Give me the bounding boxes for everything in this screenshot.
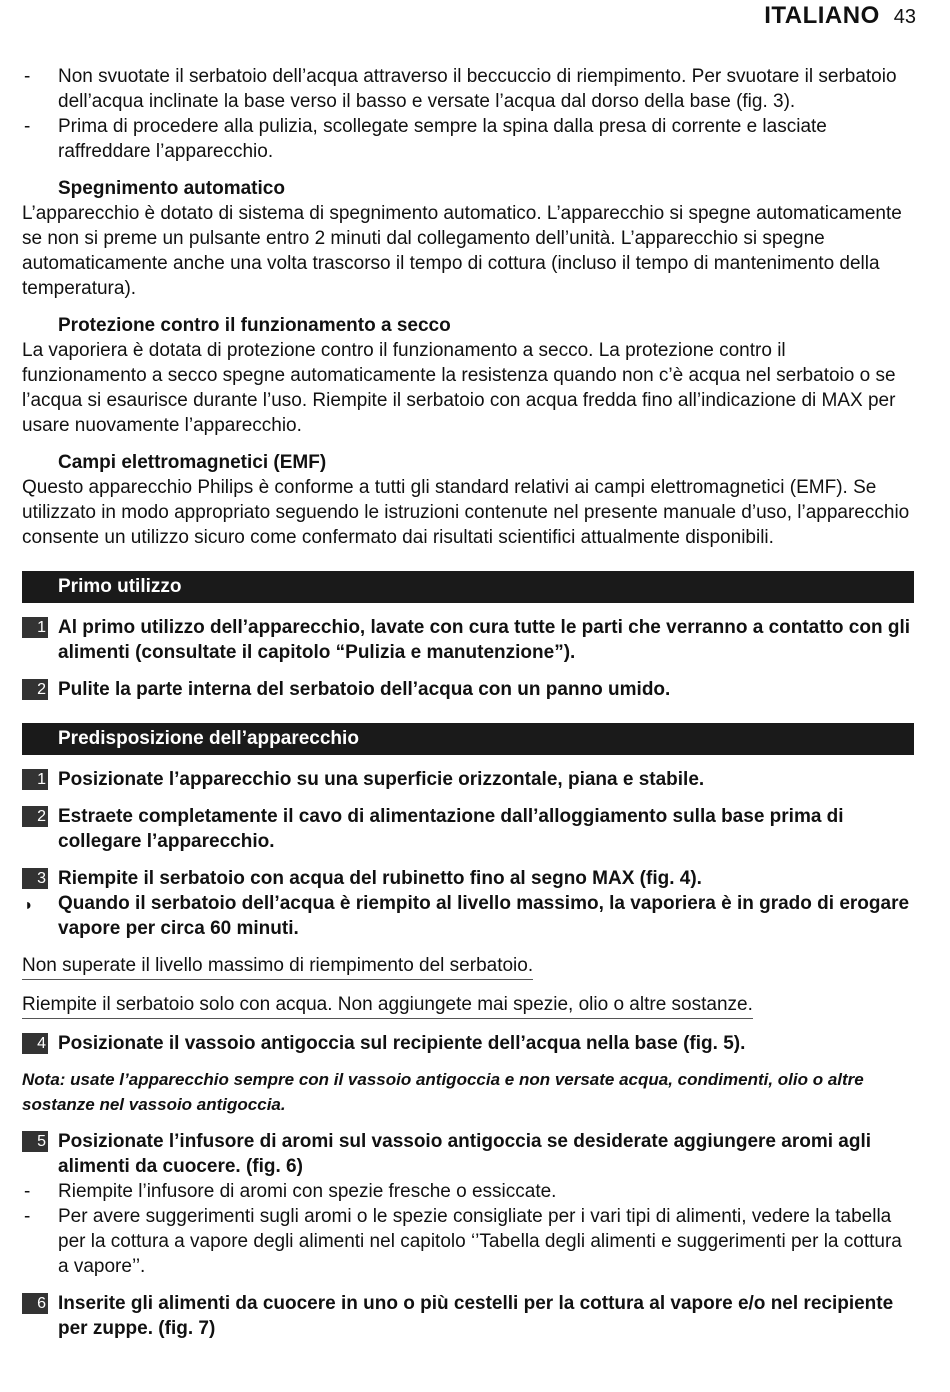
intro-bullet: - Prima di procedere alla pulizia, scollegate sempre la spina dalla presa di corrente e lasciate raffreddare l’apparecchio. <box>24 116 827 162</box>
warning-max-level: Non superate il livello massimo di riempimento del serbatoio. <box>22 953 533 980</box>
first-use-step: 2 Pulite la parte interna del serbatoio dell’acqua con un panno umido. <box>22 677 914 702</box>
language-label: ITALIANO <box>764 2 880 29</box>
step-number: 2 <box>22 679 48 700</box>
intro-bullet: - Non svuotate il serbatoio dell’acqua attraverso il beccuccio di riempimento. Per svuotare il serbatoio dell’acqua inclinate la base verso il basso e versate l’acqua dal dorso della base (fig. 3). <box>24 66 897 112</box>
section-setup: Predisposizione dell’apparecchio <box>22 723 914 755</box>
setup-step-3: 3 Riempite il serbatoio con acqua del rubinetto fino al segno MAX (fig. 4). <box>22 866 914 891</box>
page-content <box>22 64 914 1341</box>
step-number: 4 <box>22 1033 48 1054</box>
auto-off-heading: Spegnimento automatico <box>58 178 285 199</box>
step-5-bullet: - Per avere suggerimenti sugli aromi o le spezie consigliate per i vari tipi di alimenti, vedere la tabella per la cottura a vapore degli alimenti nel capitolo ‘’Tabella degli alimenti e suggerimenti per la cottura a vapore’’. <box>24 1206 902 1277</box>
step-number: 3 <box>22 868 48 889</box>
auto-off-text: L’apparecchio è dotato di sistema di spegnimento automatico. L’apparecchio si spegne automaticamente se non si preme un pulsante entro 2 minuti dal collegamento dell’unità. L’apparecchio si spegne automaticamente anche una volta trascorso il tempo di cottura (incluso il tempo di mantenimento della temperatura). <box>22 203 902 299</box>
setup-step-6: 6 Inserite gli alimenti da cuocere in uno o più cestelli per la cottura al vapore e/o nel recipiente per zuppe. (fig. 7) <box>22 1291 914 1341</box>
first-use-step: 1 Al primo utilizzo dell’apparecchio, lavate con cura tutte le parti che verranno a contatto con gli alimenti (consultate il capitolo “Pulizia e manutenzione”). <box>22 615 914 665</box>
setup-step-3-result: ◗ Quando il serbatoio dell’acqua è riempito al livello massimo, la vaporiera è in grado di erogare vapore per circa 60 minuti. <box>24 893 910 939</box>
page-header <box>764 2 916 30</box>
step-number: 1 <box>22 769 48 790</box>
step-number: 6 <box>22 1293 48 1314</box>
dry-protection-heading: Protezione contro il funzionamento a secco <box>58 315 451 336</box>
emf-text: Questo apparecchio Philips è conforme a tutti gli standard relativi ai campi elettromagnetici (EMF). Se utilizzato in modo appropriato seguendo le istruzioni contenute nel presente manuale d’uso, l’apparecchio consente un utilizzo sicuro come confermato dai risultati scientifici attualmente disponibili. <box>22 477 910 548</box>
setup-step-4: 4 Posizionate il vassoio antigoccia sul recipiente dell’acqua nella base (fig. 5). <box>22 1031 914 1056</box>
note-drip-tray: Nota: usate l’apparecchio sempre con il vassoio antigoccia e non versate acqua, condimenti, olio o altre sostanze nel vassoio antigoccia. <box>22 1070 864 1114</box>
step-5-bullet: - Riempite l’infusore di aromi con spezie fresche o essiccate. <box>24 1181 557 1202</box>
dry-protection-text: La vaporiera è dotata di protezione contro il funzionamento a secco. La protezione contro il funzionamento a secco spegne automaticamente la resistenza quando non c’è acqua nel serbatoio o se l’acqua si esaurisce durante l’uso. Riempite il serbatoio con acqua fredda fino all’indicazione di MAX per usare nuovamente l’apparecchio. <box>22 340 896 436</box>
step-number: 2 <box>22 806 48 827</box>
setup-step-5: 5 Posizionate l’infusore di aromi sul vassoio antigoccia se desiderate aggiungere aromi agli alimenti da cuocere. (fig. 6) <box>22 1129 914 1179</box>
page-number: 43 <box>893 6 916 28</box>
step-number: 1 <box>22 617 48 638</box>
result-marker-icon: ◗ <box>24 897 34 914</box>
setup-step-1: 1 Posizionate l’apparecchio su una superficie orizzontale, piana e stabile. <box>22 767 914 792</box>
warning-only-water: Riempite il serbatoio solo con acqua. Non aggiungete mai spezie, olio o altre sostanze. <box>22 992 753 1019</box>
step-number: 5 <box>22 1131 48 1152</box>
section-first-use: Primo utilizzo <box>22 571 914 603</box>
emf-heading: Campi elettromagnetici (EMF) <box>58 452 327 473</box>
setup-step-2: 2 Estraete completamente il cavo di alimentazione dall’alloggiamento sulla base prima di collegare l’apparecchio. <box>22 804 914 854</box>
